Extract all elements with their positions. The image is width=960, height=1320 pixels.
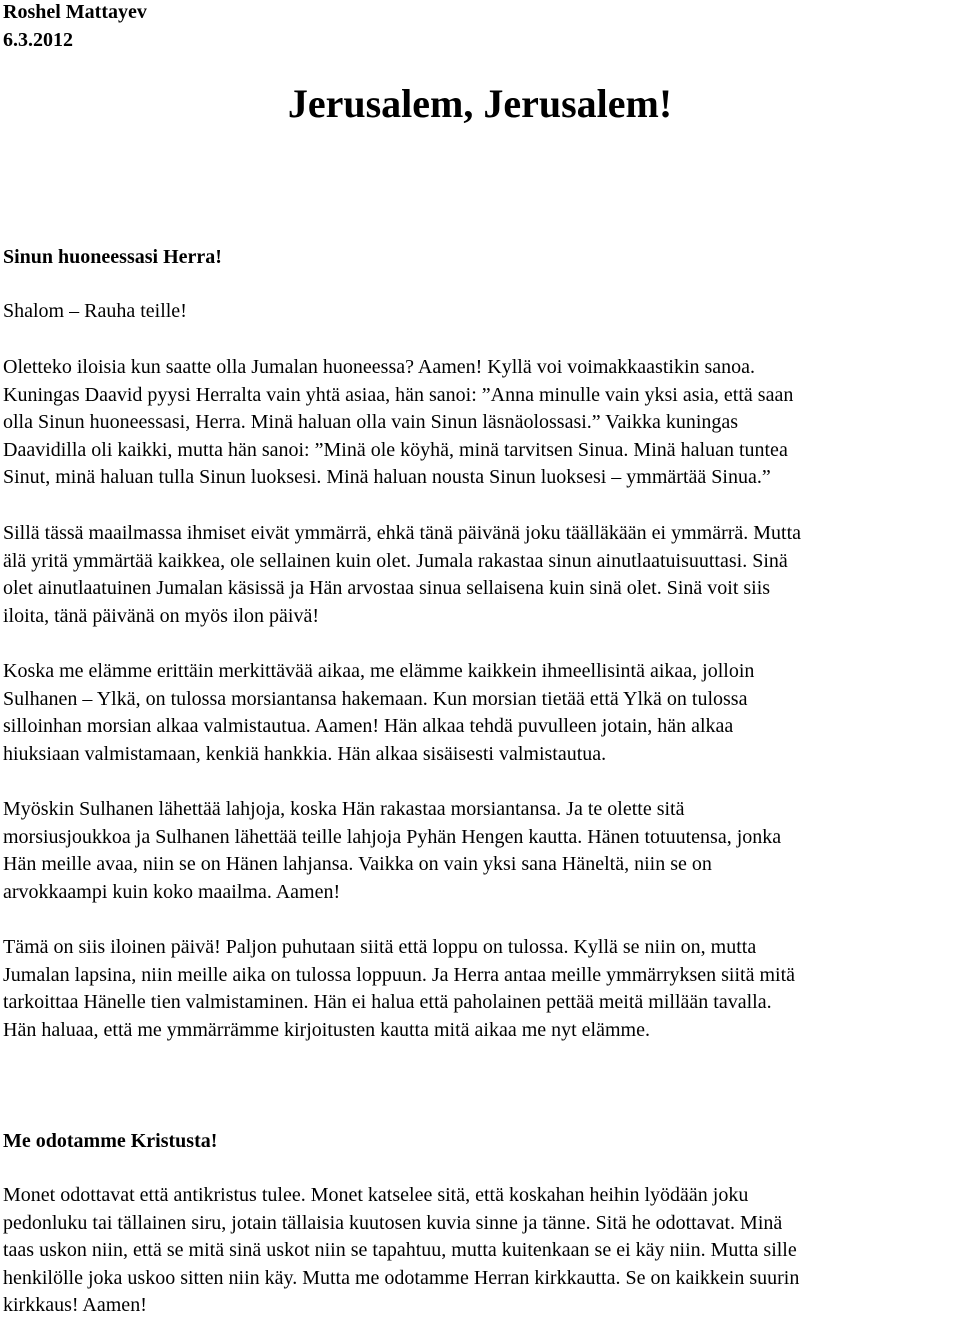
- author-name: Roshel Mattayev: [3, 1, 147, 23]
- section-heading-1: Sinun huoneessasi Herra!: [3, 246, 222, 268]
- text-line: Monet odottavat että antikristus tulee. Monet katselee sitä, että koskahan heihin lyödään joku: [3, 1184, 749, 1206]
- document-date: 6.3.2012: [3, 29, 73, 51]
- text-line: Myöskin Sulhanen lähettää lahjoja, koska Hän rakastaa morsiantansa. Ja te olette sitä: [3, 798, 685, 820]
- text-line: arvokkaampi kuin koko maailma. Aamen!: [3, 880, 341, 903]
- greeting-paragraph: [3, 298, 953, 326]
- text-line: Oletteko iloisia kun saatte olla Jumalan huoneessa? Aamen! Kyllä voi voimakkaastikin sanoa.: [3, 356, 756, 378]
- text-line: Shalom – Rauha teille!: [3, 300, 187, 322]
- text-line: Sillä tässä maailmassa ihmiset eivät ymmärrä, ehkä tänä päivänä joku täälläkään ei ymmärrä. Mutta: [3, 522, 802, 544]
- text-line: Hän meille avaa, niin se on Hänen lahjansa. Vaikka on vain yksi sana Häneltä, niin se on: [3, 853, 712, 875]
- text-line: silloinhan morsian alkaa valmistautua. Aamen! Hän alkaa tehdä puvulleen jotain, hän alkaa: [3, 715, 734, 737]
- text-line: Jumalan lapsina, niin meille aika on tulossa loppuun. Ja Herra antaa meille ymmärryksen siitä mitä: [3, 963, 796, 986]
- text-line: iloita, tänä päivänä on myös ilon päivä!: [3, 604, 320, 627]
- text-line: hiuksiaan valmistamaan, kenkiä hankkia. Hän alkaa sisäisesti valmistautua.: [3, 742, 607, 765]
- paragraph-6: [3, 1182, 953, 1320]
- paragraph-4: [3, 796, 953, 906]
- text-line: Hän haluaa, että me ymmärrämme kirjoitusten kautta mitä aikaa me nyt elämme.: [3, 1018, 650, 1041]
- section-heading-2: Me odotamme Kristusta!: [3, 1130, 218, 1152]
- text-line: Daavidilla oli kaikki, mutta hän sanoi: ”Minä ole köyhä, minä tarvitsen Sinua. Minä haluan tuntea: [3, 438, 788, 461]
- paragraph-1: [3, 354, 953, 492]
- text-line: Sinut, minä haluan tulla Sinun luoksesi. Minä haluan nousta Sinun luoksesi – ymmärtää Sinua.”: [3, 466, 771, 488]
- text-line: olet ainutlaatuinen Jumalan käsissä ja Hän arvostaa sinua sellaisena kuin sinä olet. Sinä voit siis: [3, 577, 771, 599]
- text-line: olla Sinun huoneessasi, Herra. Minä haluan olla vain Sinun läsnäolossasi.” Vaikka kuningas: [3, 411, 739, 433]
- text-line: pedonluku tai tällainen siru, jotain tällaisia kuutosen kuvia sinne ja tänne. Sitä he odottavat. Minä: [3, 1211, 783, 1234]
- paragraph-3: [3, 658, 953, 768]
- page-title: Jerusalem, Jerusalem!: [287, 81, 673, 126]
- text-line: Kuningas Daavid pyysi Herralta vain yhtä asiaa, hän sanoi: ”Anna minulle vain yksi asia, että saan: [3, 383, 794, 406]
- paragraph-2: [3, 520, 953, 630]
- text-line: henkilölle joka uskoo sitten niin käy. Mutta me odotamme Herran kirkkautta. Se on kaikkein suurin: [3, 1266, 800, 1289]
- text-line: morsiusjoukkoa ja Sulhanen lähettää teille lahjoja Pyhän Hengen kautta. Hänen totuutensa, jonka: [3, 825, 782, 848]
- text-line: Tämä on siis iloinen päivä! Paljon puhutaan siitä että loppu on tulossa. Kyllä se niin on, mutta: [3, 936, 757, 958]
- text-line: kirkkaus! Aamen!: [3, 1294, 147, 1316]
- text-line: Koska me elämme erittäin merkittävää aikaa, me elämme kaikkein ihmeellisintä aikaa, jolloin: [3, 660, 755, 682]
- text-line: taas uskon niin, että se mitä sinä uskot niin se tapahtuu, mutta kuitenkaan se ei käy niin. Mutta sille: [3, 1239, 797, 1261]
- paragraph-5: [3, 934, 953, 1044]
- text-line: Sulhanen – Ylkä, on tulossa morsiantansa hakemaan. Kun morsian tietää että Ylkä on tulossa: [3, 687, 748, 710]
- text-line: älä yritä ymmärtää kaikkea, ole sellainen kuin olet. Jumala rakastaa sinun ainutlaatuisuuttasi. Sinä: [3, 549, 788, 572]
- text-line: tarkoittaa Hänelle tien valmistaminen. Hän ei halua että paholainen pettää meitä millään tavalla.: [3, 991, 772, 1013]
